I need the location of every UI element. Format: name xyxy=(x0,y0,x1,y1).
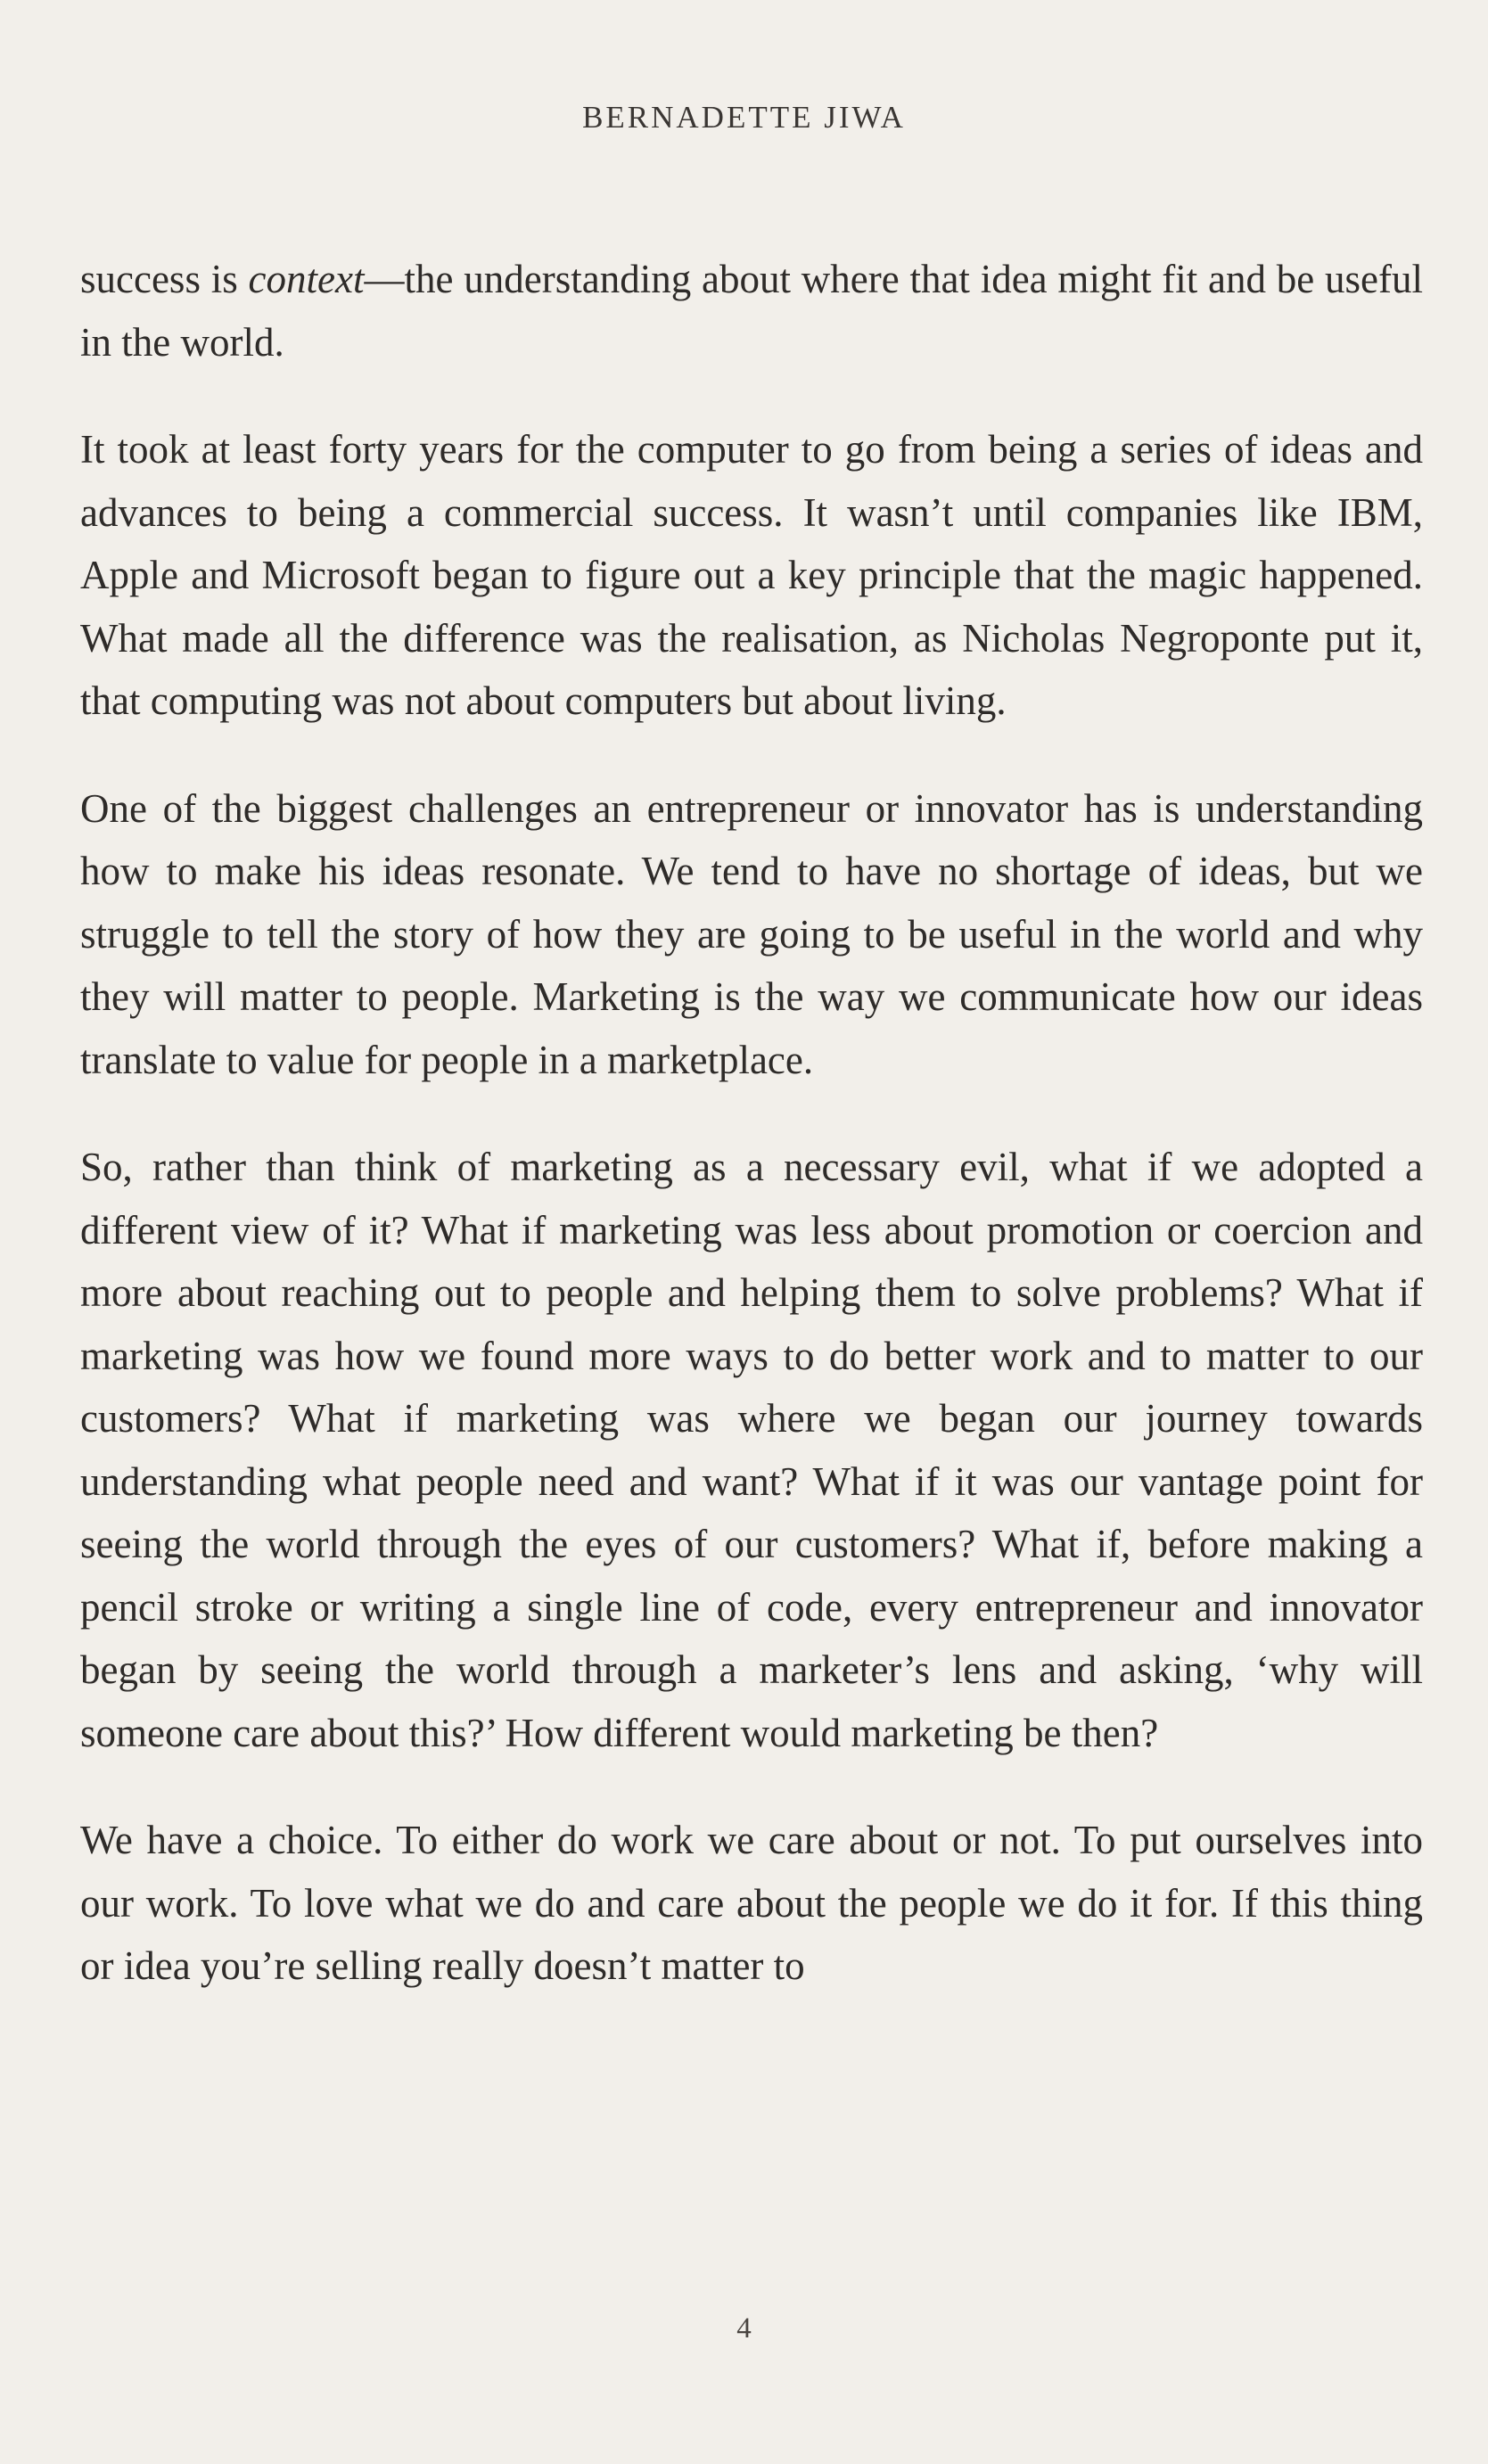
page-number: 4 xyxy=(736,2312,752,2345)
paragraph-2: It took at least forty years for the computer to go from being a series of ideas and advances to being a commercial success. It wasn’t until companies like IBM, Apple and Microsoft began to figure out a key principle that the magic happened. What made all the difference was the realisation, as Nicholas Negroponte put it, that computing was not about computers but about living. xyxy=(80,427,1423,723)
emphasis-context: context xyxy=(248,257,365,301)
paragraph-1 xyxy=(80,248,1423,374)
paragraph-1-start: success is xyxy=(80,257,249,301)
body-text xyxy=(80,248,1423,1998)
paragraph-5: We have a choice. To either do work we care about or not. To put ourselves into our work. To love what we do and care about the people we do it for. If this thing or idea you’re selling really doesn’t matter to xyxy=(80,1818,1423,1988)
paragraph-4: So, rather than think of marketing as a necessary evil, what if we adopted a different view of it? What if marketing was less about promotion or coercion and more about reaching out to people and helping them to solve problems? What if marketing was how we found more ways to do better work and to matter to our customers? What if marketing was where we began our journey towards understanding what people need and want? What if it was our vantage point for seeing the world through the eyes of our customers? What if, before making a pencil stroke or writing a single line of code, every entrepreneur and innovator began by seeing the world through a marketer’s lens and asking, ‘why will someone care about this?’ How different would marketing be then? xyxy=(80,1145,1423,1755)
running-head: BERNADETTE JIWA xyxy=(582,100,906,135)
paragraph-3: One of the biggest challenges an entrepreneur or innovator has is understanding how to make his ideas resonate. We tend to have no shortage of ideas, but we struggle to tell the story of how they are going to be useful in the world and why they will matter to people. Marketing is the way we communicate how our ideas translate to value for people in a marketplace. xyxy=(80,785,1423,1082)
paragraph-1-end: —the understanding about where that idea might fit and be useful in the world. xyxy=(80,257,1423,365)
